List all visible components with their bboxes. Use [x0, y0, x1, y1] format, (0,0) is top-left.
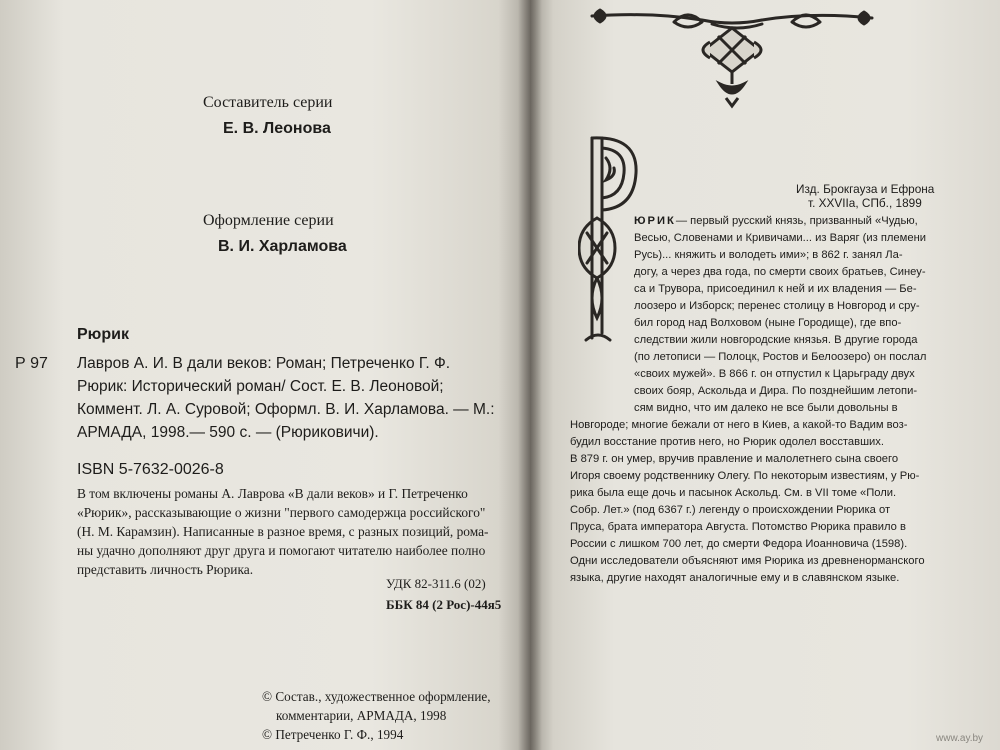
entry-line-1-text: — первый русский князь, призванный «Чудью,: [675, 215, 918, 227]
copyright-line-2: комментарии, АРМАДА, 1998: [276, 708, 447, 723]
entry-line-17: рика была еще дочь и пасынок Аскольд. См. в VII томе «Поли.: [570, 487, 897, 499]
entry-line-16: Игоря своему родственнику Олегу. По некоторым известиям, у Рю-: [570, 470, 920, 482]
entry-line-21: Одни исследователи объясняют имя Рюрика из древненорманского: [570, 555, 925, 567]
entry-first-word: ЮРИК: [634, 215, 676, 227]
entry-line-20: России с лишком 700 лет, до смерти Федора Иоанновича (1598).: [570, 538, 908, 550]
annotation-line-1: В том включены романы А. Лаврова «В дали веков» и Г. Петреченко: [77, 486, 468, 501]
ornament-headpiece-icon: [582, 2, 882, 110]
catalog-line-1: Лавров А. И. В дали веков: Роман; Петреченко Г. Ф.: [77, 355, 451, 372]
book-gutter: [518, 0, 542, 750]
series-compiler-name: Е. В. Леонова: [223, 120, 331, 137]
udk-code: УДК 82-311.6 (02): [386, 576, 486, 591]
entry-line-12: сям видно, что им далеко не все были довольны в: [634, 402, 898, 414]
entry-line-6: лоозеро и Изборск; перенес столицу в Новгород и сру-: [634, 300, 920, 312]
right-page: [530, 0, 1000, 750]
catalog-line-4: АРМАДА, 1998.— 590 с. — (Рюриковичи).: [77, 424, 379, 441]
annotation-line-3: (Н. М. Карамзин). Написанные в разное время, с разных позиций, рома-: [77, 524, 489, 539]
entry-line-8: следствии жили новгородские князья. В другие города: [634, 334, 918, 346]
entry-line-14: будил восстание против него, но Рюрик одолел восставших.: [570, 436, 885, 448]
watermark: www.ay.by: [936, 733, 984, 744]
series-design-label: Оформление серии: [203, 212, 334, 229]
catalog-line-2: Рюрик: Исторический роман/ Сост. Е. В. Леоновой;: [77, 378, 444, 395]
entry-line-1: [634, 213, 918, 230]
drop-cap-ornament-icon: [578, 128, 642, 353]
entry-line-11: своих бояр, Аскольда и Дира. По позднейшим летопи-: [634, 385, 918, 397]
catalog-code: Р 97: [15, 355, 48, 372]
entry-line-13: Новгороде; многие бежали от него в Киев, а какой-то Вадим воз-: [570, 419, 908, 431]
entry-line-18: Собр. Лет.» (под 6367 г.) легенду о происхождении Рюрика от: [570, 504, 891, 516]
annotation-line-2: «Рюрик», рассказывающие о жизни "первого самодержца российского": [77, 505, 486, 520]
entry-line-3: Русь)... княжить и володеть ими»; в 862 г. занял Ла-: [634, 249, 903, 261]
catalog-line-3: Коммент. Л. А. Суровой; Оформл. В. И. Харламова. — М.:: [77, 401, 495, 418]
isbn: ISBN 5-7632-0026-8: [77, 461, 224, 478]
catalog-heading: Рюрик: [77, 326, 129, 343]
entry-line-15: В 879 г. он умер, вручив правление и малолетнего сына своего: [570, 453, 899, 465]
bbk-code: ББК 84 (2 Рос)-44я5: [386, 597, 502, 612]
copyright-line-3: © Петреченко Г. Ф., 1994: [262, 727, 404, 742]
series-compiler-label: Составитель серии: [203, 94, 333, 111]
entry-line-5: са и Трувора, присоединил к ней и их владения — Бе-: [634, 283, 917, 295]
source-line-2: т. XXVIIа, СПб., 1899: [808, 196, 922, 210]
entry-line-10: «своих мужей». В 866 г. он отпустил к Царьграду двух: [634, 368, 915, 380]
entry-line-22: языка, другие находят аналогичные ему и в славянском языке.: [570, 572, 900, 584]
series-design-name: В. И. Харламова: [218, 238, 347, 255]
entry-line-2: Весью, Словенами и Кривичами... из Варяг (из племени: [634, 232, 926, 244]
source-line-1: Изд. Брокгауза и Ефрона: [796, 182, 935, 196]
annotation-line-5: представить личность Рюрика.: [77, 562, 254, 577]
entry-line-19: Пруса, брата императора Августа. Потомство Рюрика правило в: [570, 521, 906, 533]
entry-line-4: догу, а через два года, по смерти своих братьев, Синеу-: [634, 266, 926, 278]
drop-cap-ornament: [578, 128, 642, 353]
annotation-line-4: ны удачно дополняют друг друга и помогают читателю наиболее полно: [77, 543, 486, 558]
entry-line-7: бил город над Волховом (ныне Городище), где впо-: [634, 317, 902, 329]
entry-line-9: (по летописи — Полоцк, Ростов и Белоозеро) он послал: [634, 351, 927, 363]
copyright-line-1: © Состав., художественное оформление,: [262, 689, 491, 704]
